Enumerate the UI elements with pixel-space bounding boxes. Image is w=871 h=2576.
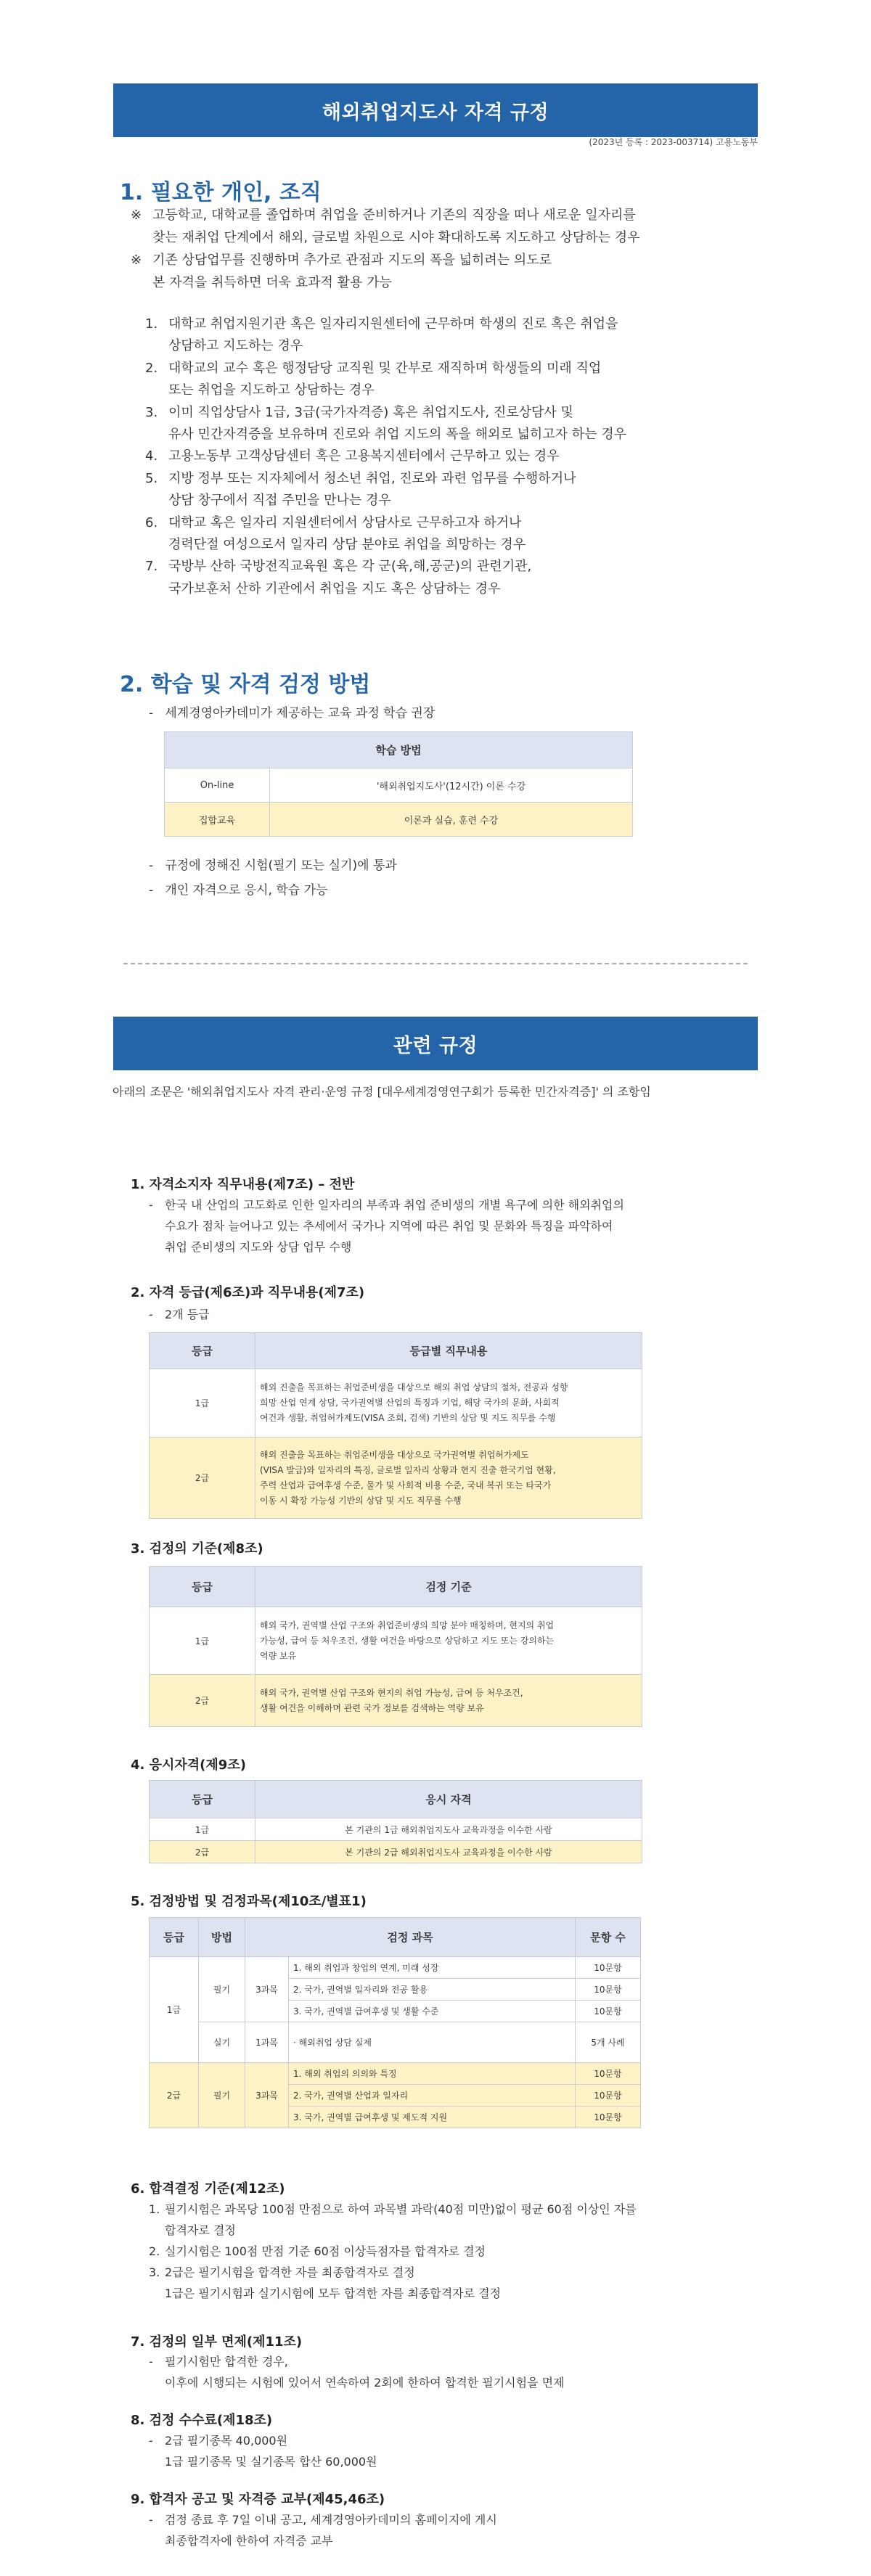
article8-heading: 8. 검정 수수료(제18조) [131,2413,273,2428]
table-row: 2급 해외 국가, 권역별 산업 구조와 현지의 취업 가능성, 급여 등 처우조건, 생활 여건을 이해하며 관련 국가 정보를 검색하는 역량 보유 [150,1675,642,1727]
article9-heading: 9. 합격자 공고 및 자격증 교부(제45,46조) [131,2492,385,2507]
exam-subjects-table: 등급 방법 검정 과목 문항 수 1급 필기 3과목 1. 해외 취업과 창업의 연계, 미래 성장 10문항 2. 국가, 권역별 일자리와 전공 활용 10문항 3. 국가, 권역별 급여후생 및 생활 수준 10문항 실기 1과목 · 해외취업 상담 실제 5개 사례 2급 필기 3과목 1. 해외 취업의 의의와 특징 10문항 2. 국가, 권역별 산업과 일자리 10문항 3. 국가, 권역별 급여후생 및 제도적 지원 10문항 [149,1917,641,2128]
section1-heading: 1. 필요한 개인, 조직 [120,180,322,205]
article1-body: - 한국 내 산업의 고도화로 인한 일자리의 부족과 취업 준비생의 개별 욕구에 의한 해외취업의 수요가 점차 늘어나고 있는 추세에서 국가나 지역에 따른 취업 및 문화와 특징을 파악하여 취업 준비생의 지도와 상담 업무 수행 [149,1198,624,1254]
table-row: 2급 필기 3과목 1. 해외 취업의 의의와 특징 10문항 [150,2063,641,2085]
article3-heading: 3. 검정의 기준(제8조) [131,1541,263,1556]
eligibility-table: 등급 응시 자격 1급 본 기관의 1급 해외취업지도사 교육과정을 이수한 사람 2급 본 기관의 2급 해외취업지도사 교육과정을 이수한 사람 [149,1780,642,1863]
section2-bullet: - 개인 자격으로 응시, 학습 가능 [149,883,328,898]
table-row: 3. 국가, 권역별 급여후생 및 생활 수준 10문항 [150,2001,641,2022]
table-row: 1급 본 기관의 1급 해외취업지도사 교육과정을 이수한 사람 [150,1818,642,1841]
list-item: 5. 지방 정부 또는 지자체에서 청소년 취업, 진로와 과련 업무를 수행하거나 상담 창구에서 직접 주민을 만나는 경우 [145,470,576,509]
section2-bullet: - 세계경영아카데미가 제공하는 교육 과정 학습 권장 [149,706,436,721]
list-item: 2. 대학교의 교수 혹은 행정담당 교직원 및 간부로 재직하며 학생들의 미래 직업 또는 취업을 지도하고 상담하는 경우 [145,360,602,398]
section2-heading: 2. 학습 및 자격 검정 방법 [120,672,371,697]
table-row: 2급 본 기관의 2급 해외취업지도사 교육과정을 이수한 사람 [150,1841,642,1863]
article8-body: - 2급 필기종목 40,000원 1급 필기종목 및 실기종목 합산 60,000원 [149,2434,377,2469]
list-item: 3. 2급은 필기시험을 합격한 자를 최종합격자로 결정 1급은 필기시험과 실기시험에 모두 합격한 자를 최종합격자로 결정 [149,2265,502,2300]
table-row: 2. 국가, 권역별 일자리와 전공 활용 10문항 [150,1979,641,2001]
table-row: 2급 해외 진출을 목표하는 취업준비생을 대상으로 국가권역별 취업허가제도 (VISA 발급)와 일자리의 특징, 글로벌 일자리 상황과 현지 진출 한국기업 현황, 주력 산업과 급여후생 수준, 물가 및 사회적 비용 수준, 국내 복귀 또는 타국가 이동 시 확장 가능성 기반의 상담 및 지도 직무를 수행 [150,1437,642,1519]
grade-duties-table: 등급 등급별 직무내용 1급 해외 진출을 목표하는 취업준비생을 대상으로 해외 취업 상담의 절차, 전공과 성향 희망 산업 연계 상담, 국가권역별 산업의 특징과 기업, 해당 국가의 문화, 사회적 여건과 생활, 취업허가제도(VISA 조회, 검색) 기반의 상담 및 지도 직무를 수행 2급 해외 진출을 목표하는 취업준비생을 대상으로 국가권역별 취업허가제도 (VISA 발급)와 일자리의 특징, 글로벌 일자리 상황과 현지 진출 한국기업 현황, 주력 산업과 급여후생 수준, 물가 및 사회적 비용 수준, 국내 복귀 또는 타국가 이동 시 확장 가능성 기반의 상담 및 지도 직무를 수행 [149,1332,642,1519]
section2-bullet: - 규정에 정해진 시험(필기 또는 실기)에 통과 [149,858,397,873]
article7-heading: 7. 검정의 일부 면제(제11조) [131,2334,303,2350]
list-item: 1. 대학교 취업지원기관 혹은 일자리지원센터에 근무하며 학생의 진로 혹은 취업을 상담하고 지도하는 경우 [145,316,618,354]
divider [123,963,748,964]
table-row: 3. 국가, 권역별 급여후생 및 제도적 지원 10문항 [150,2107,641,2128]
list-item: 6. 대학교 혹은 일자리 지원센터에서 상담사로 근무하고자 하거나 경력단절 여성으로서 일자리 상담 분야로 취업을 희망하는 경우 [145,514,526,553]
list-item: 1. 필기시험은 과목당 100점 만점으로 하여 과목별 과락(40점 미만)없이 평균 60점 이상인 자를 합격자로 결정 [149,2202,637,2237]
article2-heading: 2. 자격 등급(제6조)과 직무내용(제7조) [131,1285,365,1300]
list-item: 7. 국방부 산하 국방전직교육원 혹은 각 군(육,해,공군)의 관련기관, 국가보훈처 산하 기관에서 취업을 지도 혹은 상담하는 경우 [145,559,532,596]
table-row: 실기 1과목 · 해외취업 상담 실제 5개 사례 [150,2022,641,2063]
article5-heading: 5. 검정방법 및 검정과목(제10조/별표1) [131,1894,367,1909]
table-row: 1급 필기 3과목 1. 해외 취업과 창업의 연계, 미래 성장 10문항 [150,1957,641,1979]
article6-heading: 6. 합격결정 기준(제12조) [131,2181,285,2196]
list-item: 3. 이미 직업상담사 1급, 3급(국가자격증) 혹은 취업지도사, 진로상담사 및 유사 민간자격증을 보유하며 진로와 취업 지도의 폭을 해외로 넓히고자 하는 경우 [145,404,627,443]
table-row: 집합교육 이론과 실습, 훈련 수강 [165,803,633,837]
article6-list [149,2199,637,2304]
article7-body: - 필기시험만 합격한 경우, 이후에 시행되는 시험에 있어서 연속하여 2회에 한하여 합격한 필기시험을 면제 [149,2355,565,2390]
learning-method-table [164,731,633,837]
table-row: 2. 국가, 권역별 산업과 일자리 10문항 [150,2085,641,2107]
note-item: ※ 기존 상담업무를 진행하며 추가로 관점과 지도의 폭을 넓히려는 의도로 본 자격을 취득하면 더욱 효과적 활용 가능 [131,253,552,290]
related-banner [113,1017,758,1070]
article4-heading: 4. 응시자격(제9조) [131,1757,246,1773]
table-header: 학습 방법 [165,732,633,768]
list-item: 4. 고용노동부 고객상담센터 혹은 고용복지센터에서 근무하고 있는 경우 [145,448,560,464]
page-title: 해외취업지도사 자격 규정 [322,101,549,124]
article9-body: - 검정 종료 후 7일 이내 공고, 세계경영아카데미의 홈페이지에 게시 최종합격자에 한하여 자격증 교부 [149,2513,497,2548]
section1-notes [131,204,755,294]
related-title: 관련 규정 [393,1034,478,1057]
article1-heading: 1. 자격소지자 직무내용(제7조) – 전반 [131,1177,355,1192]
criteria-table: 등급 검정 기준 1급 해외 국가, 권역별 산업 구조와 취업준비생의 희망 분야 매칭하며, 현지의 취업 가능성, 급여 등 처우조건, 생활 여건을 바탕으로 상담하고 지도 또는 강의하는 역량 보유 2급 해외 국가, 권역별 산업 구조와 현지의 취업 가능성, 급여 등 처우조건, 생활 여건을 이해하며 관련 국가 정보를 검색하는 역량 보유 [149,1566,642,1727]
related-intro: 아래의 조문은 '해외취업지도사 자격 관리·운영 규정 [대우세계경영연구회가 등록한 민간자격증]' 의 조항임 [113,1085,651,1099]
table-row: 1급 해외 국가, 권역별 산업 구조와 취업준비생의 희망 분야 매칭하며, 현지의 취업 가능성, 급여 등 처우조건, 생활 여건을 바탕으로 상담하고 지도 또는 강의하는 역량 보유 [150,1607,642,1675]
section1-list [145,313,755,600]
page-title-banner [113,83,758,137]
registration-info: (2023년 등록 : 2023-003714) 고용노동부 [589,137,758,147]
list-item: 2. 실기시험은 100점 만점 기준 60점 이상득점자를 합격자로 결정 [149,2244,486,2258]
table-row: 1급 해외 진출을 목표하는 취업준비생을 대상으로 해외 취업 상담의 절차, 전공과 성향 희망 산업 연계 상담, 국가권역별 산업의 특징과 기업, 해당 국가의 문화, 사회적 여건과 생활, 취업허가제도(VISA 조회, 검색) 기반의 상담 및 지도 직무를 수행 [150,1369,642,1437]
article2-sub: - 2개 등급 [149,1308,210,1321]
table-row: On-line '해외취업지도사'(12시간) 이론 수강 [165,768,633,803]
note-item: ※ 고등학교, 대학교를 졸업하며 취업을 준비하거나 기존의 직장을 떠나 새로운 일자리를 찾는 재취업 단계에서 해외, 글로벌 차원으로 시야 확대하도록 지도하고 상담하는 경우 [131,208,640,245]
